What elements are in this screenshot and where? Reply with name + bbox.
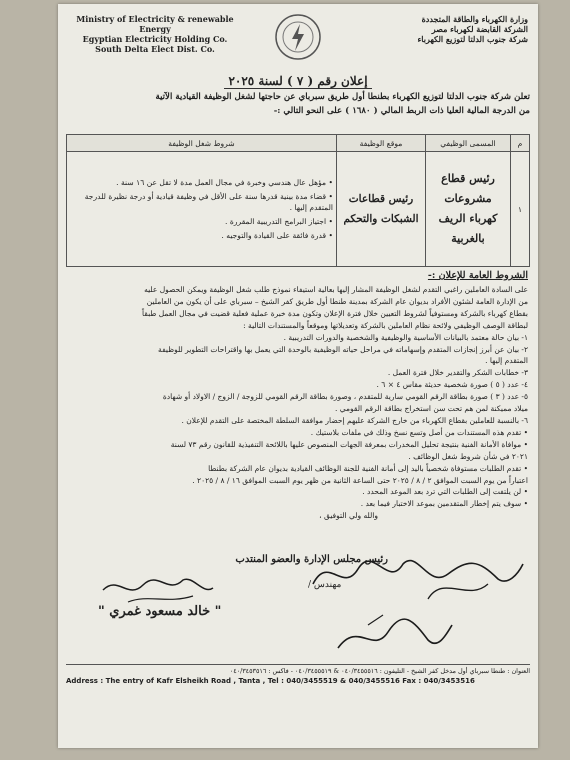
body-line: والله ولي التوفيق ، (319, 511, 378, 521)
body-line: ٥- عدد ( ٣ ) صورة بطاقة الرقم القومي سارية للمتقدم ، وصورة بطاقة الرقم القومي للزوجة / الزوج / الاولاد أو شهادة (162, 392, 528, 402)
header-en-line: Egyptian Electricity Holding Co. (82, 34, 228, 44)
document-page (58, 4, 538, 748)
footer-address-english: Address : The entry of Kafr Elsheikh Road , Tanta , Tel : 040/3455519 & 040/3455516 Fax : 040/3453516 (66, 677, 475, 685)
signature-left-icon (98, 570, 218, 606)
condition-item: • اجتياز البرامج التدريبية المقررة . (225, 217, 333, 226)
col-header-num: م (511, 135, 530, 152)
intro-line: من الدرجة المالية العليا ذات الربط المالي ( ١٦٨٠ ) على النحو التالي :- (273, 106, 530, 116)
condition-item: • قضاء مدة بينية قدرها سنة على الأقل في وظيفة قيادية أو درجة نظيرة للدرجة المتقدم إليها . (84, 192, 333, 212)
general-conditions-body (66, 284, 528, 522)
condition-item: • مؤهل عال هندسي وخبرة في مجال العمل مدة لا تقل عن ١٦ سنة . (116, 178, 333, 187)
col-header-location: موقع الوظيفة (337, 135, 426, 152)
body-line: ميلاد مميكنة لمن هم تحت سن استخراج بطاقة الرقم القومي . (335, 404, 528, 414)
body-line: ٦- بالنسبة للعاملين بقطاع الكهرباء من خارج الشركة عليهم إحضار موافقة السلطة المختصة على التقدم للإعلان . (181, 415, 528, 425)
body-line: من الإدارة العامة لشئون الأفراد بديوان عام الشركة بمدينة طنطا أول طريق كفر الشيخ – سبرباي على أن يكون من العاملين (146, 296, 528, 306)
header-ar-line: شركة جنوب الدلتا لتوزيع الكهرباء (417, 34, 528, 44)
body-line: • سوف يتم إخطار المتقدمين بموعد الاختبار فيما بعد . (360, 499, 528, 509)
body-line: على السادة العاملين راغبي التقدم لشغل الوظيفة المشار إليها بعالية استيفاء نموذج طلب شغل الوظيفة ويمكن الحصول عليه (144, 285, 528, 294)
job-title-cell: رئيس قطاع مشروعات كهرباء الريف بالغربية (426, 152, 511, 267)
engineer-label: مهندس / (308, 580, 342, 590)
job-location-cell: رئيس قطاعات الشبكات والتحكم (337, 152, 426, 267)
header-arabic (378, 14, 528, 44)
page-footer (66, 664, 530, 686)
company-logo-icon (270, 12, 326, 62)
announcement-title: إعلان رقم ( ٧ ) لسنة ٢٠٢٥ (58, 74, 538, 88)
body-line: ٢- بيان عن أبرز إنجازات المتقدم وإسهاماته في مراحل حياته الوظيفية بالوحدة التي يعمل بها واقتراحات التطوير للوظيفة (158, 344, 528, 354)
body-line: ٤- عدد ( ٥ ) صورة شخصية حديثة مقاس ٤ × ٦ . (376, 380, 528, 390)
header-ar-line: وزارة الكهرباء والطاقة المتجددة (421, 14, 528, 24)
signature-scribble-icon (308, 544, 528, 604)
body-line: • لن يلتفت إلى الطلبات التي ترد بعد الموعد المحدد . (362, 487, 528, 497)
col-header-job: المسمى الوظيفي (426, 135, 511, 152)
body-line: • موافاة الأمانة الفنية بنتيجة تحليل المخدرات بمعرفة الجهات المنصوص عليها باللائحة التنفيذية للقانون رقم ٧٣ لسنة (170, 439, 528, 449)
footer-address-arabic: العنوان : طنطا سبرباي أول مدخل كفر الشيخ - التليفون : ٠٤٠/٣٤٥٥٥١٦ & ٠٤٠/٣٤٥٥٥١٩ - فاكس : ٠٤٠/٣٤٥٣٥١٦ (229, 667, 530, 675)
signatory-name: " خالد مسعود غمري " (98, 604, 222, 619)
body-line: ١- بيان حالة معتمد بالبيانات الأساسية والوظيفية والشخصية والدورات التدريبية . (283, 332, 528, 342)
col-header-conditions: شروط شغل الوظيفة (67, 135, 337, 152)
header-english (70, 14, 240, 54)
job-table (66, 134, 530, 267)
condition-item: • قدرة فائقة على القيادة والتوجيه . (221, 231, 333, 240)
intro-line: تعلن شركة جنوب الدلتا لتوزيع الكهرباء بطنطا أول طريق سبرباي عن حاجتها لشغل الوظيفة القيادية الآتية (155, 92, 530, 102)
body-line: بقطاع كهرباء بالشركة ومستوفياً لشروط التعيين خلال فترة الإعلان وتكون مدة خبرة عملية فعلية قضيت في مجال العمل طبقاً (142, 308, 528, 318)
signature-bottom-icon (328, 610, 458, 660)
body-line: ٣- خطابات الشكر والتقدير خلال فترة العمل . (387, 368, 528, 378)
body-line: المتقدم إليها . (485, 356, 528, 366)
row-number: ١ (511, 152, 530, 267)
header-en-line: Ministry of Electricity & renewable Energy (76, 14, 234, 34)
header-ar-line: الشركة القابضة لكهرباء مصر (431, 24, 528, 34)
conditions-cell (67, 152, 337, 267)
intro-text (66, 90, 530, 118)
body-line: • تقدم هذه المستندات من أصل وتسع نسخ وذلك في ملفات بلاستيك . (310, 427, 528, 437)
general-conditions-title: الشروط العامة للإعلان :- (427, 270, 528, 281)
body-line: اعتباراً من يوم السبت الموافق ٢ / ٨ / ٢٠٢٥ حتى الساعة الثانية من ظهر يوم السبت الموافق ١٦ / ٨ / ٢٠٢٥ . (192, 475, 528, 485)
header-en-line: South Delta Elect Dist. Co. (95, 44, 215, 54)
body-line: ٢٠٢١ في شأن شروط شغل الوظائف . (408, 451, 528, 461)
table-header-row (67, 135, 530, 152)
body-line: لبطاقة الوصف الوظيفي ولائحة نظام العاملين بالشركة وتعديلاتها وموقعاً والمستندات التالية : (243, 320, 528, 330)
body-line: • تقدم الطلبات مستوفاة شخصياً باليد إلى أمانة الفنية للجنة الوظائف القيادية بديوان عام الشركة بطنطا (208, 463, 528, 473)
table-row (67, 152, 530, 267)
chairman-title: رئيس مجلس الإدارة والعضو المنتدب (235, 554, 388, 565)
